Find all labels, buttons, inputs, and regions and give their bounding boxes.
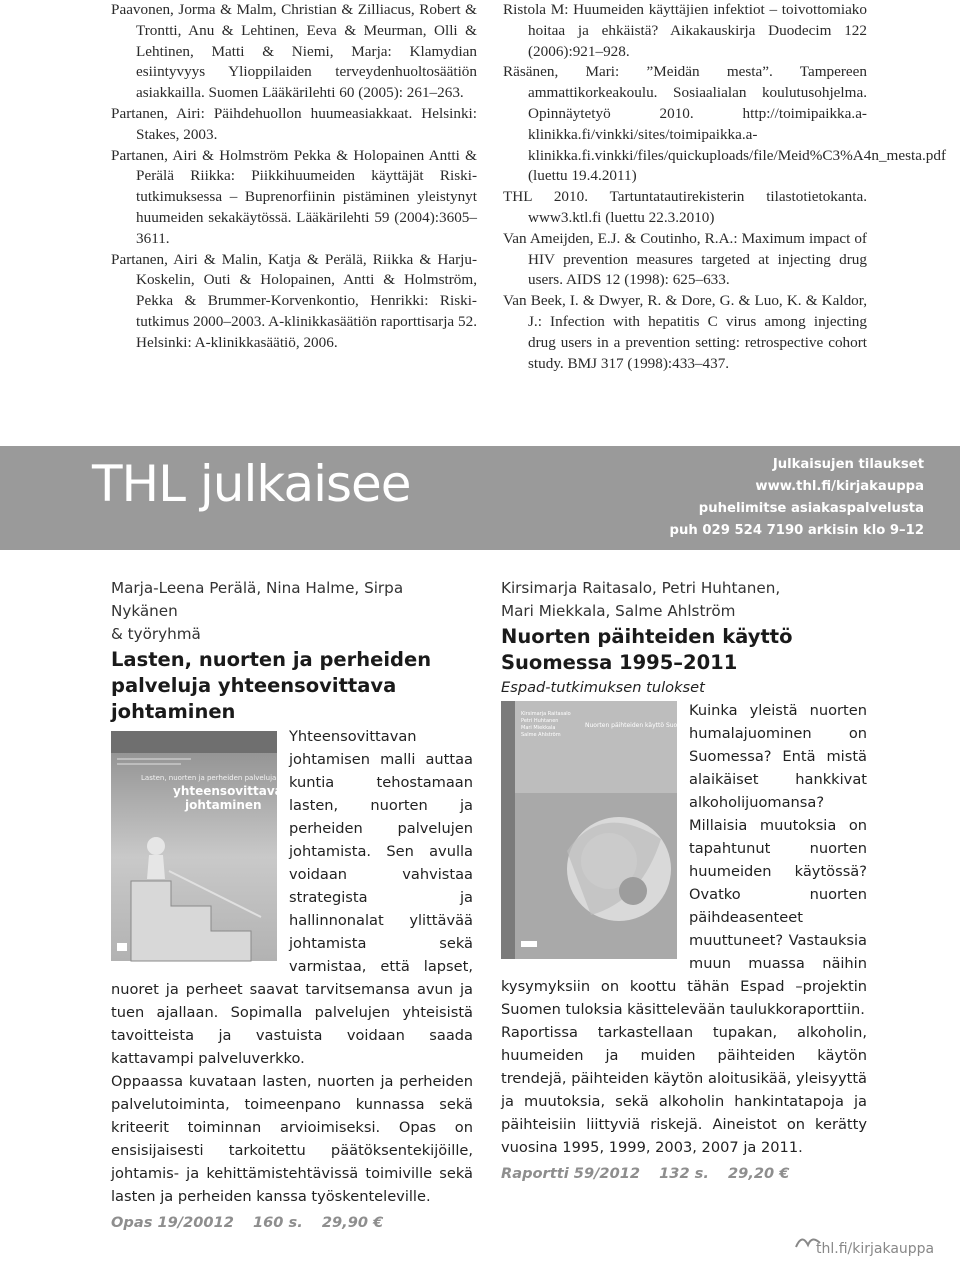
book-listing-2 xyxy=(501,577,867,1185)
cover-illustration xyxy=(111,731,283,961)
book-cover-image[interactable] xyxy=(111,731,283,961)
book-price-line xyxy=(501,1162,867,1185)
references-right xyxy=(503,0,947,374)
reference-item: Partanen, Airi & Holmström Pekka & Holopainen Antti & Perälä Riikka: Piikkihuumeiden käyttäjät Riski-tutkimuksessa – Buprenorfiinin pistäminen yleistynyt huumeiden sekakäytössä. Lääkärilehti 59 (2004):3605–3611. xyxy=(111,146,477,247)
book-description: Raportissa tarkastellaan tupakan, alkoholin, huumeiden ja muiden päihteiden käytön trendejä, päihteiden käytön aloitusikää, yleisyyttä ja muutoksia, sekä alkoholin hankintatapoja ja päihteisiin liittyviä riskejä. Aineistot on kerätty vuosina 1995, 1999, 2003, 2007 ja 2011. xyxy=(501,1024,867,1156)
book-title: Nuorten päihteiden käyttö Suomessa 1995–2011 xyxy=(501,625,793,674)
book-description: Kuinka yleistä nuorten humalajuominen on Suomessa? Entä mistä alaikäiset hankkivat alkoholijuomansa? Millaisia muutoksia on tapahtunut nuorten huumeiden käytössä? Ovatko nuorten päihdeasenteet muuttuneet? Vastauksia muun muassa näihin kysymyksiin on koottu tähän Espad –projektin Suomen tuloksia käsittelevään taulukkoraporttiin. xyxy=(501,702,867,1018)
svg-text:Petri Huhtanen: Petri Huhtanen xyxy=(521,718,559,724)
book-series: Opas 19/20012 xyxy=(111,1214,234,1231)
svg-text:Mari Miekkala: Mari Miekkala xyxy=(521,725,556,731)
book-title: Lasten, nuorten ja perheiden palveluja yhteensovittava johtaminen xyxy=(111,648,432,723)
book-description: Oppaassa kuvataan lasten, nuorten ja perheiden palvelutoiminta, toimeenpano kunnassa sekä kriteerit toiminnan arvioimiseksi. Opas on ensisijaisesti tarkoitettu päätöksentekijöille, johtamis- ja kehittämistehtävissä toimiville sekä lasten ja perheiden kanssa työskenteleville. xyxy=(111,1073,473,1205)
order-phone-label: puhelimitse asiakaspalvelusta xyxy=(698,501,924,516)
book-description: Yhteensovittavan johtamisen malli auttaa kuntia tehostamaan lasten, nuorten ja perheiden palvelujen johtamista. Sen avulla voidaan vahvistaa strategista ja hallinnonalat ylittävää johtamista sekä varmistaa, että lapset, nuoret ja perheet saavat tarvitsemansa avun ja tuen ajallaan. Sopimalla palvelujen yhteisistä tavoitteista ja vastuista voidaan saada kattavampi palveluverkko. xyxy=(111,728,473,1067)
reference-item: Partanen, Airi & Malin, Katja & Perälä, Riikka & Harju-Koskelin, Outi & Holopainen, Antti & Holmström, Pekka & Brummer-Korvenkontio, Henrikki: Riski-tutkimus 2000–2003. A-klinikkasäätiön raporttisarja 52. Helsinki: A-klinikkasäätiö, 2006. xyxy=(111,250,477,351)
reference-item: Räsänen, Mari: ”Meidän mesta”. Tampereen ammattikorkeakoulu. Sosiaalialan koulutusohjelma. Opinnäytetyö 2010. http://toimipaikka.a-klinikka.fi/vinkki/sites/toimipaikka.a-klinikka.fi.vinkki/files/quickuploads/file/Meid%C3%A4n_mesta.pdf (luettu 19.4.2011) xyxy=(503,63,947,185)
book-listing-1 xyxy=(111,577,473,1234)
reference-item: Partanen, Airi: Päihdehuollon huumeasiakkaat. Helsinki: Stakes, 2003. xyxy=(111,104,477,143)
reference-item: Paavonen, Jorma & Malm, Christian & Zilliacus, Robert & Trontti, Anu & Lehtinen, Eeva & Meurman, Olli & Lehtinen, Matti & Niemi, Marja: Klamydian esiintyvyys Ylioppilaiden terveydenhuoltosäätiön asiakkailla. Suomen Lääkärilehti 60 (2005): 261–263. xyxy=(111,1,477,102)
references-left xyxy=(111,0,477,354)
order-phone: puh 029 524 7190 arkisin klo 9–12 xyxy=(669,523,924,538)
order-heading: Julkaisujen tilaukset xyxy=(772,457,924,472)
svg-text:Salme Ahlström: Salme Ahlström xyxy=(521,732,561,738)
leaf-logo-icon xyxy=(794,1231,824,1249)
book-pages: 132 s. xyxy=(659,1165,709,1182)
banner-title: THL julkaisee xyxy=(92,455,411,513)
reference-item: Van Ameijden, E.J. & Coutinho, R.A.: Maximum impact of HIV prevention measures targeted at injecting drug users. AIDS 12 (1998): 625–633. xyxy=(503,229,867,289)
reference-item: Ristola M: Huumeiden käyttäjien infektiot – toivottomiako hoitaa ja ehkäistä? Aikakauskirja Duodecim 122 (2006):921–928. xyxy=(503,1,867,60)
cover-subtitle: Lasten, nuorten ja perheiden palveluja xyxy=(141,774,277,782)
reference-item: Van Beek, I. & Dwyer, R. & Dore, G. & Luo, K. & Kaldor, J.: Infection with hepatitis C virus among injecting drug users in a prevention setting: retrospective cohort study. BMJ 317 (1998):433–437. xyxy=(503,292,867,372)
svg-text:Kirsimarja Raitasalo: Kirsimarja Raitasalo xyxy=(521,711,571,717)
order-info xyxy=(670,454,924,542)
book-series: Raportti 59/2012 xyxy=(501,1165,641,1182)
book-subtitle: Espad-tutkimuksen tulokset xyxy=(501,679,705,696)
cover-title: Nuorten päihteiden käyttö Suomessa 1995–2011 xyxy=(585,722,733,729)
book-price: 29,90 € xyxy=(321,1214,384,1231)
reference-item: THL 2010. Tartuntatautirekisterin tilastotietokanta. www3.ktl.fi (luettu 22.3.2010) xyxy=(503,188,867,226)
publications-banner xyxy=(0,446,960,550)
book-authors: Marja-Leena Perälä, Nina Halme, Sirpa Nykänen & työryhmä xyxy=(111,579,404,643)
book-price: 29,20 € xyxy=(728,1165,790,1182)
svg-text:yhteensovittava: yhteensovittava xyxy=(173,784,283,798)
thl-logo[interactable] xyxy=(816,1241,934,1257)
svg-text:johtaminen: johtaminen xyxy=(185,798,262,812)
order-url-link[interactable]: www.thl.fi/kirjakauppa xyxy=(755,479,924,494)
book-authors: Kirsimarja Raitasalo, Petri Huhtanen, Mari Miekkala, Salme Ahlström xyxy=(501,579,781,620)
book-pages: 160 s. xyxy=(252,1214,303,1231)
book-price-line xyxy=(111,1211,473,1234)
logo-text: thl.fi/kirjakauppa xyxy=(816,1241,935,1257)
